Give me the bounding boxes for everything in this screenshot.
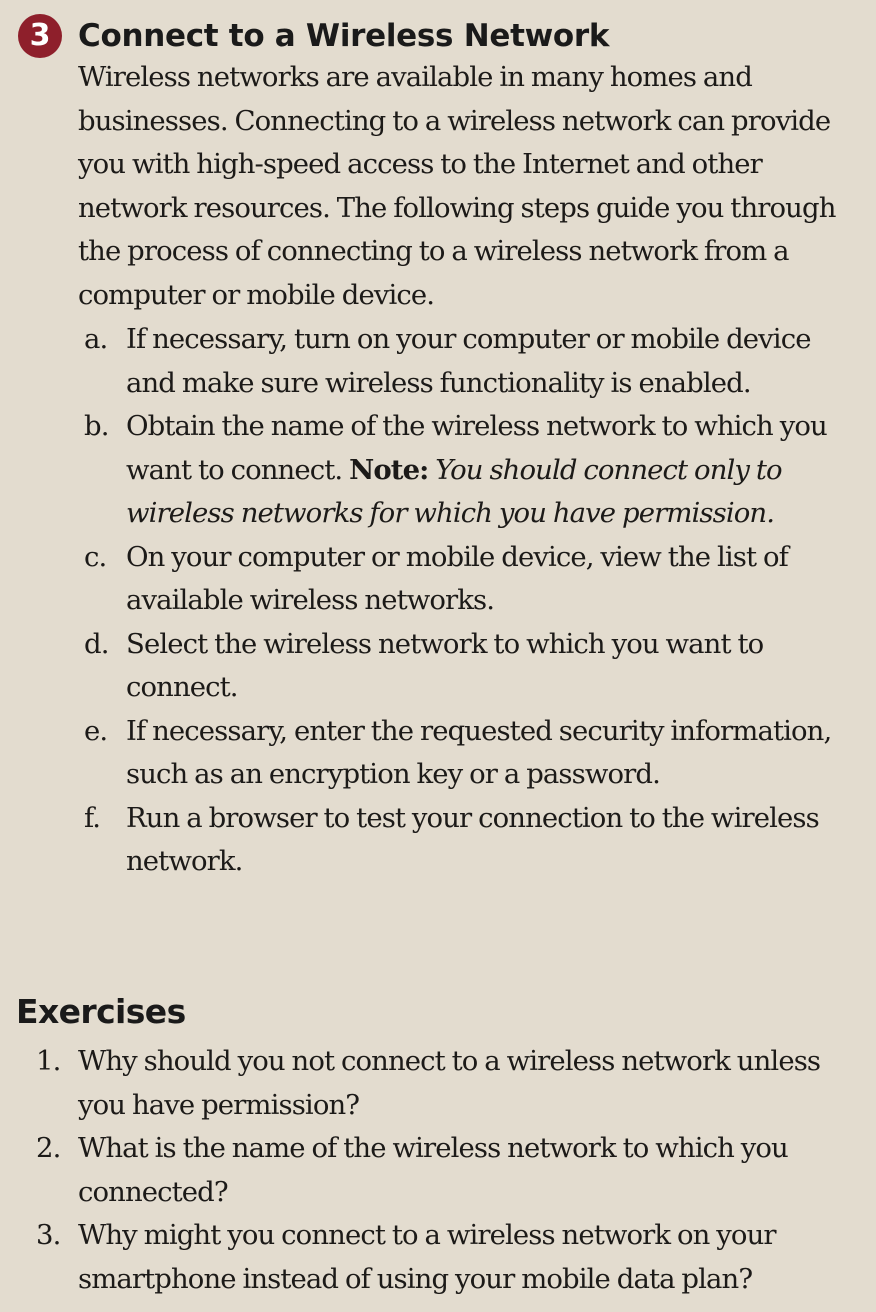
step-text: Obtain the name of the wireless network to which you want to connect.	[126, 410, 827, 486]
note-label: Note:	[349, 453, 429, 486]
step-list	[84, 318, 864, 884]
step-text: If necessary, enter the requested security information, such as an encryption key or a password.	[126, 714, 832, 790]
step-marker: b.	[84, 410, 109, 442]
step-item	[84, 710, 864, 797]
step-item	[84, 797, 864, 884]
step-text: Select the wireless network to which you want to connect.	[126, 627, 764, 703]
note-text: You should connect only to wireless networks for which you have permission.	[126, 453, 782, 529]
exercise-list	[36, 1040, 862, 1301]
step-marker: a.	[84, 323, 108, 355]
step-body	[126, 405, 864, 536]
section-title: Connect to a Wireless Network	[78, 18, 610, 54]
exercise-number: 3.	[36, 1219, 61, 1251]
step-text: On your computer or mobile device, view the list of available wireless networks.	[126, 540, 788, 616]
exercises-heading: Exercises	[16, 992, 186, 1031]
exercise-item	[36, 1040, 862, 1127]
step-item	[84, 405, 864, 536]
step-marker: d.	[84, 627, 109, 660]
exercise-item	[36, 1127, 862, 1214]
exercise-number: 1.	[36, 1045, 61, 1077]
step-item	[84, 623, 864, 710]
intro-paragraph: Wireless networks are available in many homes and businesses. Connecting to a wireless network can provide you with high-speed access to the Internet and other network resources. The following steps guide you through the process of connecting to a wireless network from a computer or mobile device.	[78, 61, 836, 311]
step-marker: e.	[84, 714, 108, 747]
step-item	[84, 318, 864, 405]
step-marker: f.	[84, 801, 101, 834]
section-header	[18, 14, 609, 58]
step-item	[84, 536, 864, 623]
exercise-text: What is the name of the wireless network to which you connected?	[78, 1132, 788, 1208]
exercise-text: Why should you not connect to a wireless network unless you have permission?	[78, 1045, 821, 1121]
exercise-number: 2.	[36, 1132, 61, 1164]
step-number-badge: 3	[18, 14, 62, 58]
step-text: If necessary, turn on your computer or mobile device and make sure wireless functionality is enabled.	[126, 323, 811, 399]
step-marker: c.	[84, 540, 107, 573]
exercise-text: Why might you connect to a wireless network on your smartphone instead of using your mobile data plan?	[78, 1219, 776, 1295]
exercise-item	[36, 1214, 862, 1301]
step-text: Run a browser to test your connection to the wireless network.	[126, 801, 819, 877]
